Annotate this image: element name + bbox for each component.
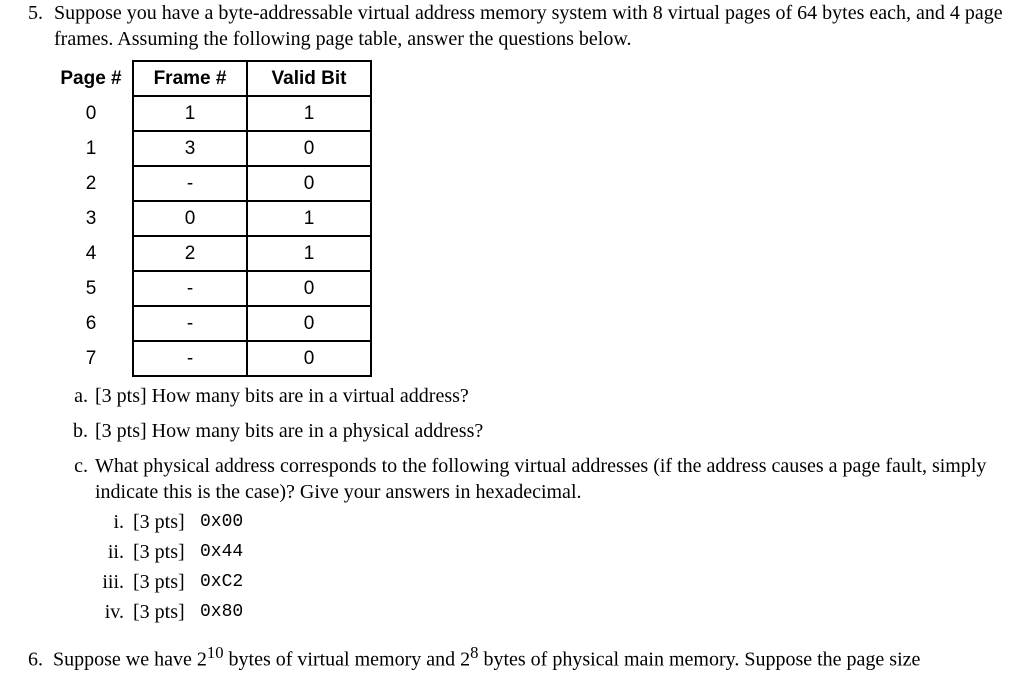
page-number-cell: 6: [85, 312, 97, 334]
table-row: [50, 201, 371, 236]
page-number-cell: 5: [85, 277, 97, 299]
valid-bit-cell: 1: [247, 96, 371, 131]
frame-number-cell: 2: [133, 236, 247, 271]
page-number-cell: 4: [85, 242, 97, 264]
table-row: [50, 96, 371, 131]
virtual-address: 0x80: [200, 602, 244, 622]
page-number-cell: 1: [85, 137, 97, 159]
page-table-header-row: [50, 61, 371, 96]
points-label: [3 pts]: [133, 571, 185, 593]
table-row: [50, 306, 371, 341]
valid-bit-cell: 0: [247, 166, 371, 201]
page-number-cell: 0: [85, 102, 97, 124]
virtual-address: 0x44: [200, 542, 244, 562]
valid-bit-cell: 0: [247, 306, 371, 341]
valid-bit-header: Valid Bit: [247, 61, 371, 96]
question-6-text-middle: bytes of virtual memory and 2: [223, 648, 471, 671]
virtual-address: 0x00: [200, 512, 244, 532]
subquestion-c-text: What physical address corresponds to the following virtual addresses (if the address causes a page fault, simply indicate this is the case)? Give your answers in hexadecimal.: [95, 455, 987, 503]
question-6-text-end: bytes of physical main memory. Suppose the page size: [478, 648, 921, 671]
valid-bit-cell: 0: [247, 271, 371, 306]
page-number-header: Page #: [60, 67, 122, 89]
question-6: [28, 640, 920, 673]
table-row: [50, 236, 371, 271]
frame-number-cell: -: [133, 341, 247, 376]
question-5-text: Suppose you have a byte-addressable virtual address memory system with 8 virtual pages of 64 bytes each, and 4 page frames. Assuming the following page table, answer the questions below.: [54, 2, 1003, 50]
roman-label: ii.: [107, 541, 124, 563]
frame-number-header: Frame #: [133, 61, 247, 96]
page-number-cell: 7: [85, 347, 97, 369]
frame-number-cell: 1: [133, 96, 247, 131]
virtual-address: 0xC2: [200, 572, 244, 592]
subquestion-c-label: c.: [74, 455, 88, 477]
valid-bit-cell: 0: [247, 131, 371, 166]
table-row: [50, 341, 371, 376]
subquestion-b-text: [3 pts] How many bits are in a physical address?: [95, 420, 484, 442]
roman-label: iii.: [102, 571, 124, 593]
subquestion-a-label: a.: [74, 385, 88, 407]
roman-label: iv.: [104, 601, 124, 623]
page-number-cell: 2: [85, 172, 97, 194]
table-row: [50, 131, 371, 166]
table-row: [50, 271, 371, 306]
frame-number-cell: -: [133, 166, 247, 201]
valid-bit-cell: 1: [247, 236, 371, 271]
page-table-grid: [50, 60, 372, 377]
roman-label: i.: [113, 511, 124, 533]
subquestion-a-text: [3 pts] How many bits are in a virtual address?: [95, 385, 469, 407]
page-number-cell: 3: [85, 207, 97, 229]
frame-number-cell: 0: [133, 201, 247, 236]
points-label: [3 pts]: [133, 601, 185, 623]
frame-number-cell: -: [133, 271, 247, 306]
question-6-text-start: Suppose we have 2: [53, 648, 207, 671]
question-5-number: 5.: [28, 2, 43, 24]
valid-bit-cell: 0: [247, 341, 371, 376]
table-row: [50, 166, 371, 201]
frame-number-cell: 3: [133, 131, 247, 166]
question-6-exponent-2: 8: [470, 643, 479, 662]
points-label: [3 pts]: [133, 541, 185, 563]
subquestion-b-label: b.: [73, 420, 88, 442]
points-label: [3 pts]: [133, 511, 185, 533]
question-6-exponent-1: 10: [206, 643, 224, 662]
valid-bit-cell: 1: [247, 201, 371, 236]
frame-number-cell: -: [133, 306, 247, 341]
question-6-number: 6.: [28, 648, 43, 671]
page-table: [50, 60, 372, 377]
